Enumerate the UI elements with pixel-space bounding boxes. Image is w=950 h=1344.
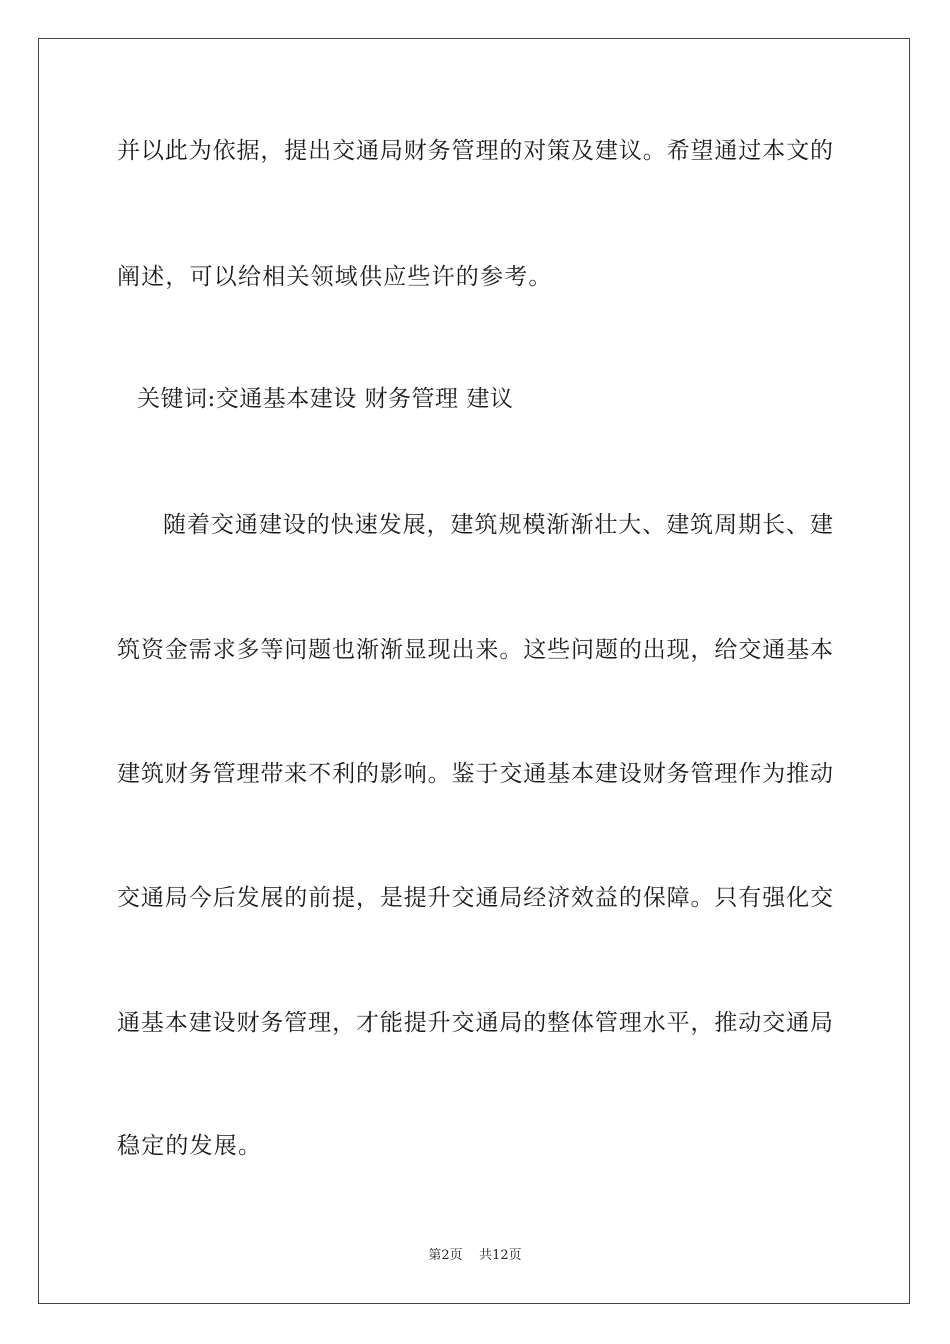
keywords-line: 关键词:交通基本建设 财务管理 建议	[137, 386, 514, 412]
body-text-line: 阐述，可以给相关领域供应些许的参考。	[117, 264, 553, 290]
body-text-line: 通基本建设财务管理，才能提升交通局的整体管理水平，推动交通局	[117, 1010, 833, 1036]
body-text-line: 并以此为依据，提出交通局财务管理的对策及建议。希望通过本文的	[117, 138, 833, 164]
body-text-line: 筑资金需求多等问题也渐渐显现出来。这些问题的出现，给交通基本	[117, 637, 833, 663]
body-text-line: 建筑财务管理带来不利的影响。鉴于交通基本建设财务管理作为推动	[117, 761, 833, 787]
paragraph-first-line: 随着交通建设的快速发展，建筑规模渐渐壮大、建筑周期长、建	[163, 512, 833, 538]
page-number: 第2页	[428, 1248, 463, 1263]
body-text-line: 稳定的发展。	[117, 1133, 263, 1159]
total-pages: 共12页	[479, 1248, 522, 1263]
page-footer	[0, 1248, 950, 1264]
page-border	[38, 38, 910, 1304]
body-text-line: 交通局今后发展的前提，是提升交通局经济效益的保障。只有强化交	[117, 885, 833, 911]
